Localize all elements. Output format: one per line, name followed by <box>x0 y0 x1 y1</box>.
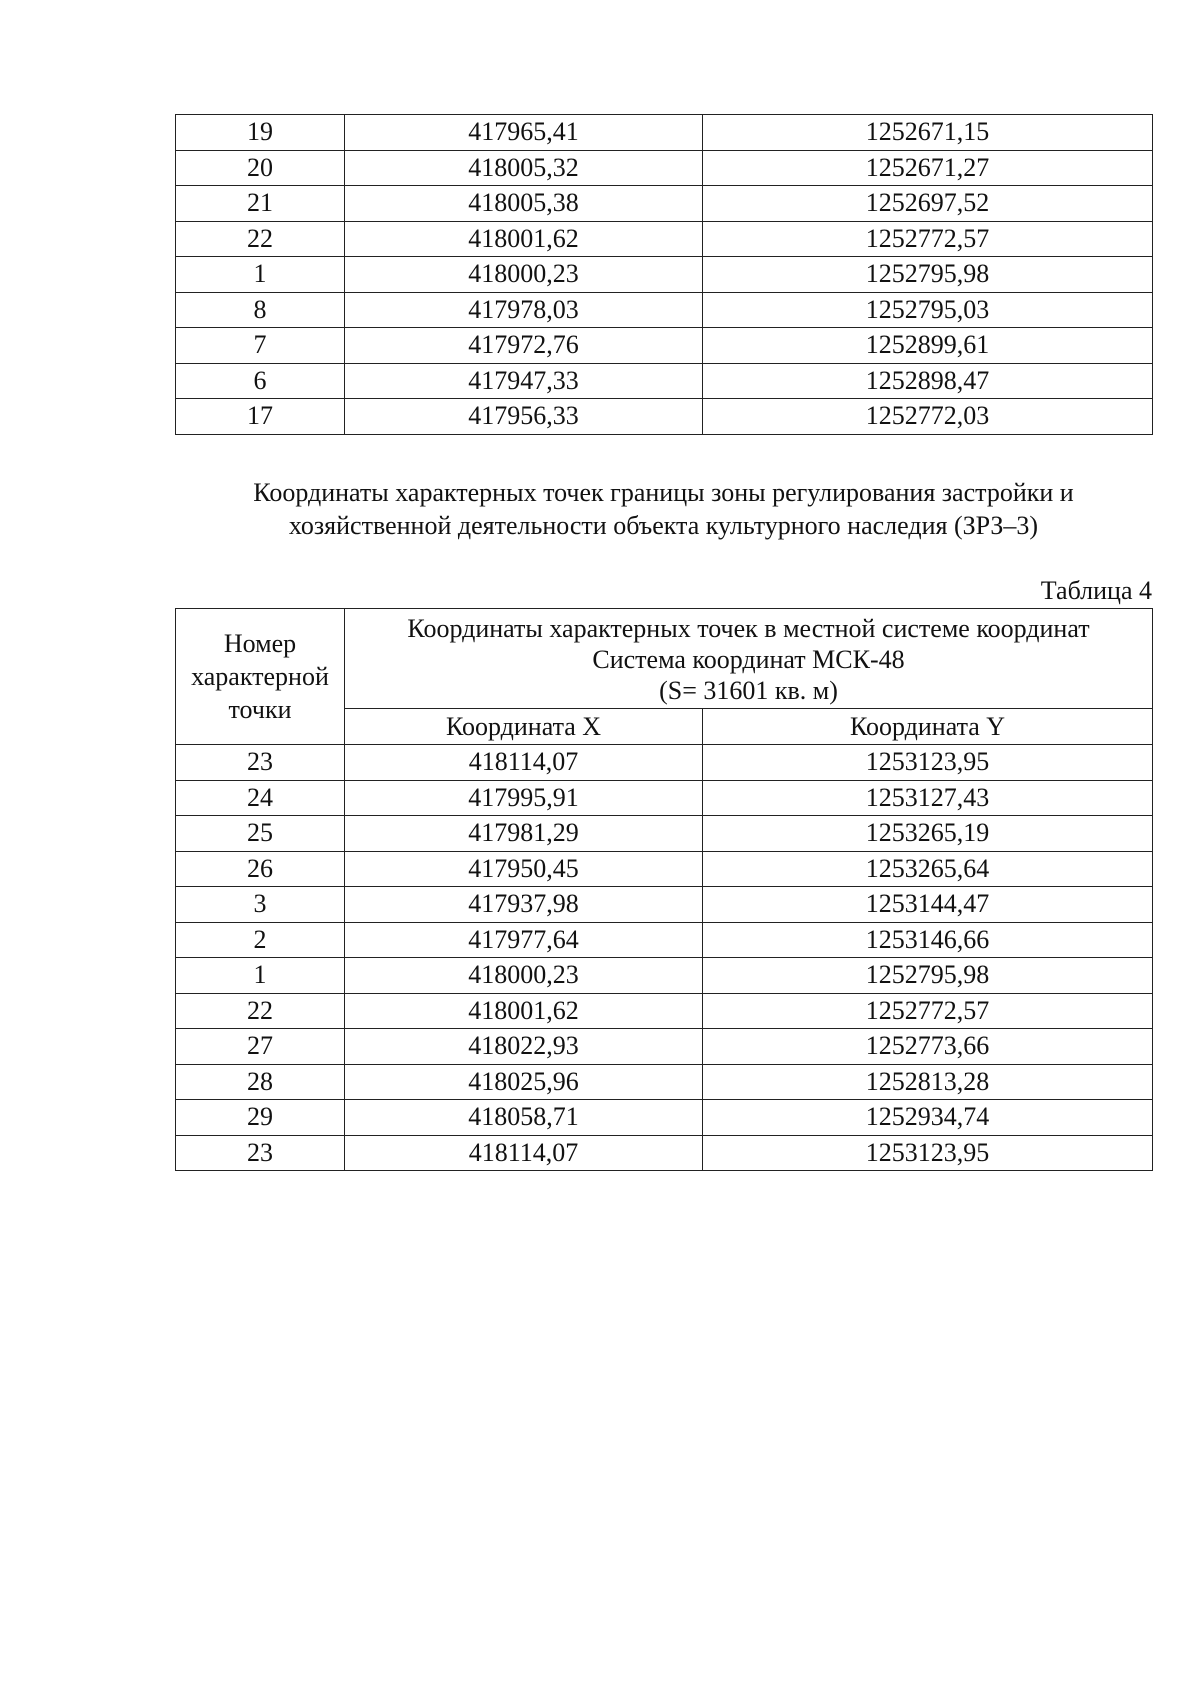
point-number-cell: 22 <box>176 993 345 1029</box>
point-number-cell: 23 <box>176 745 345 781</box>
coordinate-y-cell: 1252813,28 <box>703 1064 1153 1100</box>
point-number-cell: 3 <box>176 887 345 923</box>
coordinate-x-cell: 418022,93 <box>345 1029 703 1065</box>
coordinate-x-cell: 417956,33 <box>345 399 703 435</box>
coordinate-y-cell: 1252899,61 <box>703 328 1153 364</box>
coordinate-x-cell: 417995,91 <box>345 780 703 816</box>
coordinate-y-header: Координата Y <box>703 709 1153 745</box>
coordinate-x-cell: 417977,64 <box>345 922 703 958</box>
point-number-header-line-1: Номер <box>223 629 297 658</box>
coordinate-x-cell: 417937,98 <box>345 887 703 923</box>
coordinates-system-header-line-3: (S= 31601 кв. м) <box>659 676 838 705</box>
coordinate-y-cell: 1252898,47 <box>703 363 1153 399</box>
point-number-cell: 26 <box>176 851 345 887</box>
coordinate-y-cell: 1253127,43 <box>703 780 1153 816</box>
coordinate-x-cell: 418005,38 <box>345 186 703 222</box>
section-caption <box>175 476 1152 542</box>
table-row <box>176 993 1153 1029</box>
point-number-cell: 17 <box>176 399 345 435</box>
table-row <box>176 115 1153 151</box>
table-row <box>176 221 1153 257</box>
table-4-body <box>176 745 1153 1171</box>
point-number-cell: 19 <box>176 115 345 151</box>
coordinates-system-header-line-1: Координаты характерных точек в местной системе координат <box>407 614 1090 643</box>
table-row <box>176 958 1153 994</box>
point-number-header-line-3: точки <box>228 695 292 724</box>
coordinate-x-cell: 417981,29 <box>345 816 703 852</box>
coordinate-y-cell: 1252772,57 <box>703 993 1153 1029</box>
coordinate-y-cell: 1253265,64 <box>703 851 1153 887</box>
coordinate-x-cell: 418001,62 <box>345 221 703 257</box>
table-row <box>176 186 1153 222</box>
table-4-label: Таблица 4 <box>1040 576 1152 605</box>
coordinate-y-cell: 1252697,52 <box>703 186 1153 222</box>
table-row <box>176 780 1153 816</box>
table-row <box>176 816 1153 852</box>
point-number-cell: 25 <box>176 816 345 852</box>
coordinate-y-cell: 1252671,27 <box>703 150 1153 186</box>
coordinate-y-cell: 1252795,98 <box>703 958 1153 994</box>
coordinates-table-4 <box>175 608 1153 1171</box>
table-row <box>176 745 1153 781</box>
section-caption-line-1: Координаты характерных точек границы зоны регулирования застройки и <box>253 478 1074 507</box>
point-number-cell: 22 <box>176 221 345 257</box>
point-number-cell: 29 <box>176 1100 345 1136</box>
coordinate-y-cell: 1252795,03 <box>703 292 1153 328</box>
coordinate-x-cell: 418005,32 <box>345 150 703 186</box>
coordinate-y-cell: 1253144,47 <box>703 887 1153 923</box>
coordinate-y-cell: 1253146,66 <box>703 922 1153 958</box>
table-row <box>176 1029 1153 1065</box>
coordinate-y-cell: 1253123,95 <box>703 1135 1153 1171</box>
coordinate-x-cell: 417965,41 <box>345 115 703 151</box>
table-row <box>176 257 1153 293</box>
table-row <box>176 851 1153 887</box>
table-row <box>176 922 1153 958</box>
coordinates-system-header <box>345 609 1153 709</box>
coordinate-x-cell: 418025,96 <box>345 1064 703 1100</box>
coordinate-y-cell: 1252795,98 <box>703 257 1153 293</box>
coordinates-system-header-line-2: Система координат МСК-48 <box>592 645 905 674</box>
table-row <box>176 1135 1153 1171</box>
point-number-header <box>176 609 345 745</box>
point-number-cell: 1 <box>176 958 345 994</box>
table-continued-body <box>176 115 1153 435</box>
coordinate-y-cell: 1252934,74 <box>703 1100 1153 1136</box>
point-number-cell: 21 <box>176 186 345 222</box>
coordinate-y-cell: 1252772,03 <box>703 399 1153 435</box>
table-row <box>176 887 1153 923</box>
coordinate-y-cell: 1252671,15 <box>703 115 1153 151</box>
coordinate-x-cell: 418114,07 <box>345 745 703 781</box>
coordinates-table-continued <box>175 114 1153 435</box>
point-number-cell: 1 <box>176 257 345 293</box>
table-row <box>176 1100 1153 1136</box>
point-number-cell: 8 <box>176 292 345 328</box>
point-number-cell: 20 <box>176 150 345 186</box>
table-4-header-row-1 <box>176 609 1153 709</box>
coordinate-x-cell: 417978,03 <box>345 292 703 328</box>
table-row <box>176 1064 1153 1100</box>
table-4-header <box>176 609 1153 745</box>
coordinate-y-cell: 1253265,19 <box>703 816 1153 852</box>
coordinate-x-cell: 418000,23 <box>345 257 703 293</box>
point-number-cell: 24 <box>176 780 345 816</box>
coordinate-x-cell: 417972,76 <box>345 328 703 364</box>
table-row <box>176 328 1153 364</box>
point-number-cell: 23 <box>176 1135 345 1171</box>
coordinate-y-cell: 1252773,66 <box>703 1029 1153 1065</box>
coordinate-x-cell: 418114,07 <box>345 1135 703 1171</box>
section-caption-line-2: хозяйственной деятельности объекта культурного наследия (ЗРЗ–3) <box>288 511 1039 540</box>
point-number-header-line-2: характерной <box>191 662 329 691</box>
table-row <box>176 399 1153 435</box>
point-number-cell: 2 <box>176 922 345 958</box>
coordinate-y-cell: 1252772,57 <box>703 221 1153 257</box>
coordinate-x-cell: 418058,71 <box>345 1100 703 1136</box>
point-number-cell: 28 <box>176 1064 345 1100</box>
coordinate-x-cell: 418001,62 <box>345 993 703 1029</box>
coordinate-x-cell: 417947,33 <box>345 363 703 399</box>
coordinate-y-cell: 1253123,95 <box>703 745 1153 781</box>
coordinate-x-header: Координата X <box>345 709 703 745</box>
point-number-cell: 6 <box>176 363 345 399</box>
table-row <box>176 150 1153 186</box>
table-row <box>176 292 1153 328</box>
point-number-cell: 27 <box>176 1029 345 1065</box>
coordinate-x-cell: 417950,45 <box>345 851 703 887</box>
point-number-cell: 7 <box>176 328 345 364</box>
table-row <box>176 363 1153 399</box>
coordinate-x-cell: 418000,23 <box>345 958 703 994</box>
